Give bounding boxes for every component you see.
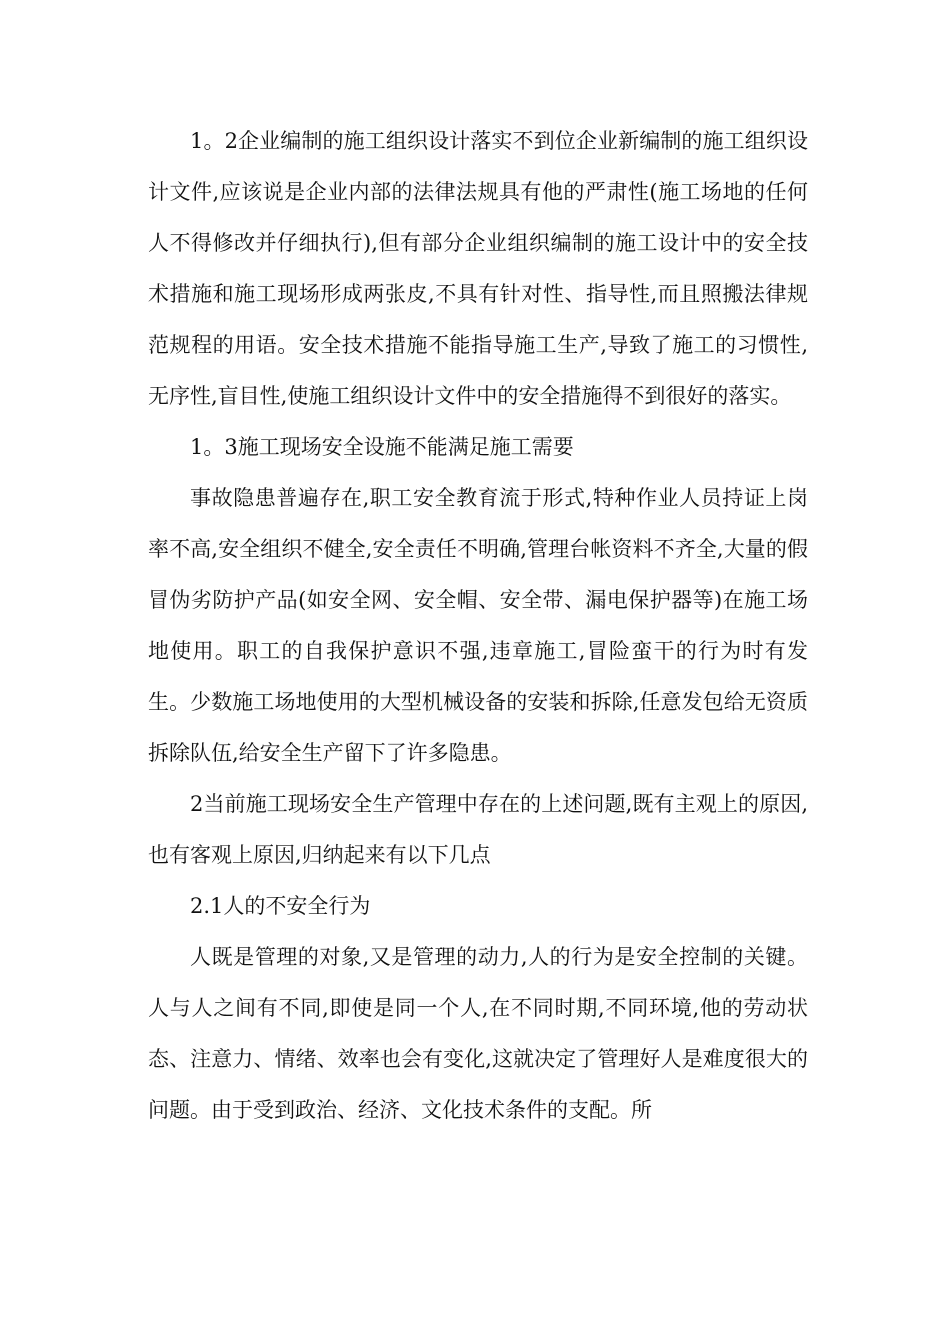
paragraph-2-causes: 2当前施工现场安全生产管理中存在的上述问题,既有主观上的原因,也有客观上原因,归纳起来有以下几点 [148, 792, 808, 867]
heading-1-3-safety-facilities: 1。3施工现场安全设施不能满足施工需要 [190, 435, 574, 459]
heading-2-1-unsafe-behavior: 2.1人的不安全行为 [190, 894, 371, 918]
document-page [148, 116, 808, 1136]
paragraph-1-2-construction-plan: 1。2企业编制的施工组织设计落实不到位企业新编制的施工组织设计文件,应该说是企业内部的法律法规具有他的严肃性(施工场地的任何人不得修改并仔细执行),但有部分企业组织编制的施工设计中的安全技术措施和施工现场形成两张皮,不具有针对性、指导性,而且照搬法律规范规程的用语。安全技术措施不能指导施工生产,导致了施工的习惯性,无序性,盲目性,使施工组织设计文件中的安全措施得不到很好的落实。 [148, 129, 808, 408]
paragraph-human-management: 人既是管理的对象,又是管理的动力,人的行为是安全控制的关键。人与人之间有不同,即使是同一个人,在不同时期,不同环境,他的劳动状态、注意力、情绪、效率也会有变化,这就决定了管理好人是难度很大的问题。由于受到政治、经济、文化技术条件的支配。所 [148, 945, 808, 1122]
paragraph-hidden-dangers: 事故隐患普遍存在,职工安全教育流于形式,特种作业人员持证上岗率不高,安全组织不健全,安全责任不明确,管理台帐资料不齐全,大量的假冒伪劣防护产品(如安全网、安全帽、安全带、漏电保护器等)在施工场地使用。职工的自我保护意识不强,违章施工,冒险蛮干的行为时有发生。少数施工场地使用的大型机械设备的安装和拆除,任意发包给无资质拆除队伍,给安全生产留下了许多隐患。 [148, 486, 808, 765]
